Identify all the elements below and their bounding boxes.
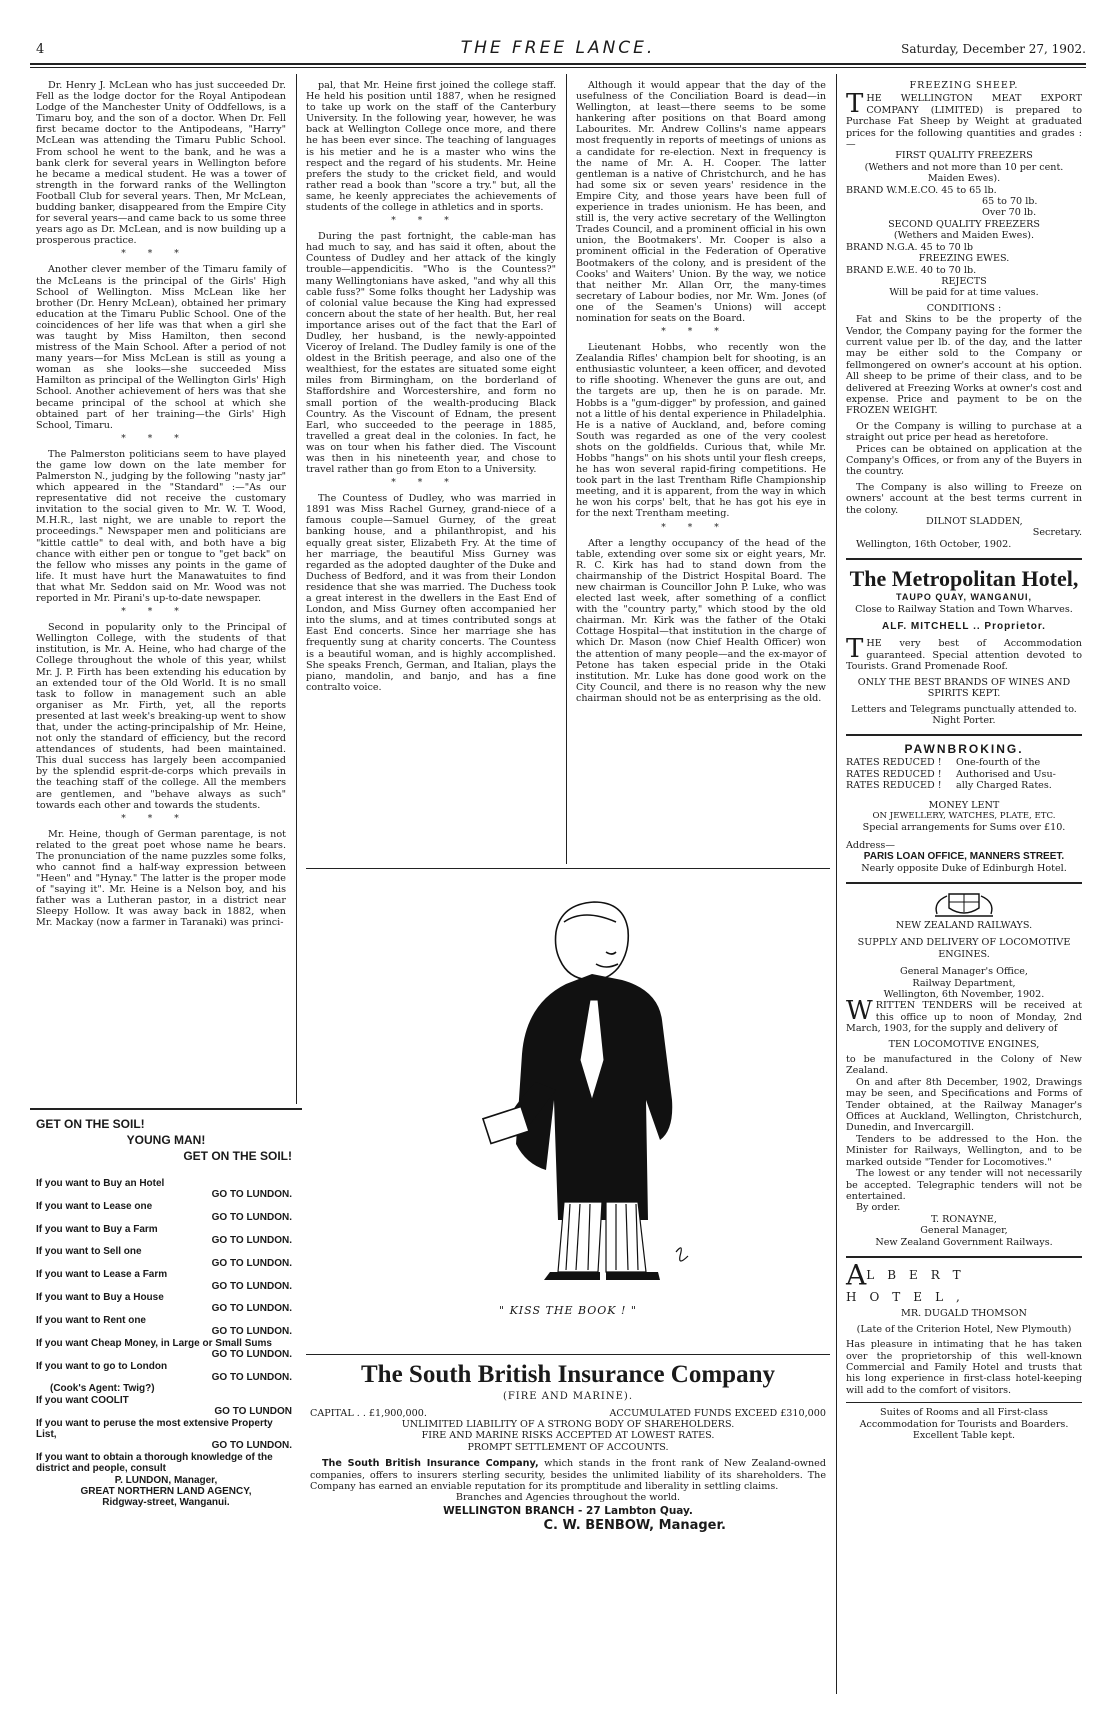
ad-top-rule: [30, 1108, 302, 1110]
paragraph-heine-continued: pal, that Mr. Heine first joined the college staff. He held his position until 1887, when he resigned to take up work on the staff of the Canterbury University. In the following year, however, he was back at Wellington College once more, and there he has been ever since. The teaching of languages is his metier and he is a master who wins the respect and the regard of his students. Mr. Heine prefers the study to the cricket field, and would rather read a book than "score a try." but, all the same, he keenly appreciates the achievements of students of the college in athletics and in sports.: [306, 80, 556, 214]
lundon-land-agency-ad: [36, 1116, 296, 1509]
masthead-title: THE FREE LANCE.: [460, 38, 656, 58]
rail-gov: New Zealand Government Railways.: [875, 1236, 1053, 1248]
rail-body-4: Tenders to be addressed to the Hon. the Minister for Railways, Wellington, and to be marked outside "Tender for Locomotives.": [846, 1133, 1082, 1168]
soil-peruse: If you want to peruse the most extensive Property List,: [36, 1417, 273, 1440]
paragraph-hospital: After a lengthy occupancy of the head of the table, extending over some six or eight years, Mr. R. C. Kirk has had to stand down from the chairmanship of the District Hospital Board. The new chairman is Councillor John P. Luke, who was elected last week, after something of a conflict with the "country party," which stood by the old chairman. Mr. Kirk was the father of the Otaki Cottage Hospital—that institution in the charge of which Dr. Mason (now Chief Health Officer) won the attention of many people—and the ex-mayor of Petone has taken especial pride in the Otaki institution. Mr. Luke has done good work on the City Council, and there is no reason why the new chairman should not be as enterprising as the old.: [576, 537, 826, 704]
sheep-signature: DILNOT SLADDEN,: [926, 516, 1023, 528]
soil-coolit-go: GO TO LUNDON: [214, 1406, 292, 1418]
hotel-address: TAUPO QUAY, WANGANUI,: [895, 592, 1032, 603]
pawn-address: Address—: [846, 839, 895, 851]
soil-obtain: If you want to obtain a thorough knowledge of the district and people, consult: [36, 1451, 273, 1475]
ad-separator: [846, 882, 1082, 884]
insurance-capital-row: [310, 1408, 826, 1419]
pawn-special: Special arrangements for Sums over £10.: [862, 822, 1066, 834]
list-item: If you want to Sell one GO TO LUNDON.: [36, 1246, 292, 1269]
list-item: If you want to Lease a Farm GO TO LUNDON.: [36, 1269, 292, 1292]
rail-body: RITTEN TENDERS will be received at this office up to noon of Monday, 2nd March, 1903, for the supply and delivery of: [846, 1000, 1082, 1035]
insurance-top-rule: [306, 1354, 830, 1355]
sheep-rejects-note: Will be paid for at time values.: [889, 287, 1039, 299]
cartoon: [306, 872, 830, 1342]
hotel-proprietor: ALF. MITCHELL .. Proprietor.: [882, 621, 1046, 633]
soil-list: [36, 1178, 296, 1383]
soil-coolit: If you want COOLIT: [36, 1394, 129, 1406]
rail-heading: NEW ZEALAND RAILWAYS.: [895, 919, 1033, 931]
paragraph-palmerston: The Palmerston politicians seem to have played the game low down on the late member for Palmerston N., judging by the following "nasty jar" which appeared in the "Standard" :—"As our representative did not receive the customary invitation to the social given to Mr. W. T. Wood, M.H.R., last night, we are unable to report the proceedings." Newspaper men and politicians are "kittle cattle" to deal with, and both have a big chance with either pen or tongue to "get back" on the fellow who misses any points in the game of life. It must have hurt the Manawatuites to find that what Mr. Seddon said on Mr. Wood was not reported in Mr. Pirani's up-to-date newspaper.: [36, 448, 286, 605]
soil-manager: P. LUNDON, Manager,: [114, 1474, 218, 1486]
sheep-quality-1-note: (Wethers and not more than 10 per cent. Maiden Ewes).: [864, 161, 1064, 185]
albert-table: Excellent Table kept.: [912, 1430, 1016, 1442]
albert-dropcap: A: [846, 1258, 867, 1292]
rail-signature: T. RONAYNE,: [931, 1213, 997, 1225]
article-column-1: [36, 80, 286, 931]
rail-supply: SUPPLY AND DELIVERY OF LOCOMOTIVE ENGINES.: [857, 937, 1071, 960]
sheep-rejects: REJECTS: [941, 275, 987, 287]
albert-suites: Suites of Rooms and all First-class Accommodation for Tourists and Boarders.: [859, 1407, 1069, 1430]
column-rule: [836, 74, 837, 1694]
albert-title: LBERT HOTEL,: [846, 1267, 974, 1305]
issue-date: Saturday, December 27, 1902.: [901, 42, 1086, 56]
pawn-office: PARIS LOAN OFFICE, MANNERS STREET.: [863, 851, 1065, 863]
soil-street: Ridgway-street, Wanganui.: [102, 1497, 230, 1509]
sheep-brand-1: BRAND W.M.E.CO. 45 to 65 lb.: [846, 184, 997, 196]
sheep-or: Or the Company is willing to purchase at a straight out price per head as heretofore.: [846, 420, 1082, 444]
section-divider: ***: [121, 433, 201, 444]
hotel-title: The Metropolitan Hotel,: [849, 566, 1079, 592]
rail-order: By order.: [856, 1202, 901, 1214]
pawn-near: Nearly opposite Duke of Edinburgh Hotel.: [861, 862, 1067, 874]
header-rule: [30, 63, 1086, 65]
sheep-dropcap: T: [846, 89, 864, 120]
sheep-intro: HE WELLINGTON MEAT EXPORT COMPANY (LIMITED) is prepared to Purchase Fat Sheep by Weight at graduated prices for the following quantities and grades :—: [846, 93, 1082, 151]
albert-body: Has pleasure in intimating that he has taken over the proprietorship of this well-known Commercial and Family Hotel and trusts that his long experience in first-class hotel-keeping will add to the comfort of visitors.: [846, 1339, 1082, 1396]
column-rule: [296, 74, 297, 1104]
right-ads-column: [846, 80, 1082, 1442]
header-rule-thin: [30, 67, 1086, 68]
paragraph-countess-marriage: The Countess of Dudley, who was married in 1891 was Miss Rachel Gurney, grand-niece of a famous couple—Samuel Gurney, of the great banking house, and a philanthropist, and his equally great sister, Elizabeth Fry. At the time of her marriage, the beautiful Miss Gurney was regarded as the adopted daughter of the Duke and Duchess of Bedford, and it was from their London residence that she was married. The Duchess took a great interest in the dwellers in the East End of London, and Miss Gurney often accompanied her into the slums, and at times contributed songs at East End concerts. Since her marriage she has frequently sung at charity concerts. The Countess is a beautiful woman, and is highly accomplished. She speaks French, German, and Italian, plays the piano, mandolin, and banjo, and has a fine contralto voice.: [306, 493, 556, 693]
section-divider: ***: [121, 813, 201, 824]
hotel-close: Close to Railway Station and Town Wharves.: [855, 603, 1073, 615]
column-rule: [566, 74, 567, 864]
ad-separator: [846, 734, 1082, 736]
insurance-subtitle: (FIRE AND MARINE).: [502, 1391, 634, 1402]
insurance-line-2: UNLIMITED LIABILITY OF A STRONG BODY OF SHAREHOLDERS.: [401, 1419, 735, 1430]
paragraph-hobbs: Lieutenant Hobbs, who recently won the Zealandia Rifles' champion belt for shooting, is an enthusiastic volunteer, a keen officer, and devoted to rifle shooting. Whenever the guns are out, and the targets are up, then he is on parade. Mr. Hobbs is a "gum-digger" by profession, and gained not a little of his dental experience in Philadelphia. He is a native of Auckland, and, before coming South was regarded as one of the very coolest shots on the goldfields. Curious that, while Mr. Hobbs "hangs" on his shots until your flesh creeps, he has won several rapid-firing competitions. He took part in the last Trentham Rifle Championship meeting, and it is apparent, from the way in which he won his corps' belt, that he has got his eye in for the next Trentham meeting.: [576, 342, 826, 520]
rail-dept: Railway Department,: [912, 977, 1016, 989]
insurance-body: The South British Insurance Company, which stands in the front rank of New Zealand-owned companies, offers to insurers sterling security, besides the unlimited liability of its shareholders. The Company has earned an enviable reputation for its promptitude and liberality in settling claims.: [310, 1458, 826, 1493]
soil-headline-3: GET ON THE SOIL!: [183, 1149, 292, 1163]
cartoon-top-rule: [306, 868, 830, 869]
sheep-also: The Company is also willing to Freeze on owners' account at the best terms current in the colony.: [846, 481, 1082, 516]
insurance-line-4: PROMPT SETTLEMENT OF ACCOUNTS.: [467, 1441, 669, 1453]
metropolitan-hotel-ad: [846, 566, 1082, 726]
list-item: If you want Cheap Money, in Large or Small Sums GO TO LUNDON.: [36, 1337, 292, 1361]
paragraph-heine: Second in popularity only to the Principal of Wellington College, with the students of that institution, is Mr. A. Heine, who had charge of the College throughout the whole of this year, whilst Mr. J. P. Firth has been extending his education by an extended tour of the Old World. It is no small task to follow in management such an able organiser as Mr. Firth, yet, all the reports presented at last week's breaking-up went to show that, under the acting-principalship of Mr. Heine, not only the standard of efficiency, but the record attendances of students, had been maintained. This dual success has largely been accompanied by the splendid esprit-de-corps which prevails in the teaching staff of the college. All the members are gentlemen, and "behave always as such" towards each other and towards the students.: [36, 622, 286, 811]
freezing-sheep-ad: [846, 80, 1082, 550]
albert-late: (Late of the Criterion Hotel, New Plymouth): [856, 1323, 1072, 1335]
insurance-branch: WELLINGTON BRANCH - 27 Lambton Quay.: [443, 1504, 693, 1517]
rail-office: General Manager's Office,: [900, 966, 1028, 978]
pawnbroking-ad: [846, 742, 1082, 874]
soil-headline-2: YOUNG MAN!: [126, 1133, 206, 1147]
insurance-line-3: FIRE AND MARINE RISKS ACCEPTED AT LOWEST RATES.: [421, 1430, 715, 1442]
paragraph-mclean: Dr. Henry J. McLean who has just succeeded Dr. Fell as the lodge doctor for the Royal Antipodean Lodge of the Manchester Unity of Oddfellows, is a Timaru boy, and the son of a doctor. When Dr. Fell first became doctor to the Antipodeans, "Harry" McLean was attending the Timaru Public School. From school he went to the bank, and he was a bank clerk for several years in Wellington before he became a medical student. He was a tower of strength in the forward ranks of the Wellington Football Club for several years. Then, Mr McLean, budding banker, disappeared from the Empire City for several years—and came back to us some three years ago as Dr. McLean, and is now building up a prosperous practice.: [36, 80, 286, 247]
sheep-quality-3: FREEZING EWES.: [918, 253, 1010, 265]
page-number: 4: [36, 42, 45, 57]
paragraph-conciliation: Although it would appear that the day of the usefulness of the Conciliation Board is dead—in Wellington, at least—there seems to be some hankering after positions on that Board among Labourites. Mr. Andrew Collins's name appears most frequently in reports of meetings of unions as a candidate for re-election. Next in frequency is the name of Mr. A. H. Cooper. The latter gentleman is a native of Christchurch, and he has had some six or seven years' residence in the Empire City, and those years have been full of experience in trades unionism. He has been, and still is, the very active secretary of the Wellington Trades Council, and a prominent official in his own union, the Bootmakers'. Mr. Cooper is also a prominent official in the Federation of Operative Bootmakers of the colony, and is president of the Cooks' and Waiters' Union. By the way, we notice that neither Mr. Allan Orr, the many-times secretary of Labour bodies, nor Mr. Wm. Jones (of one of the Seamen's Unions) will accept nomination for seats on the Board.: [576, 80, 826, 324]
rail-dropcap: W: [846, 996, 873, 1027]
rail-ten: TEN LOCOMOTIVE ENGINES,: [888, 1038, 1040, 1050]
pawn-money: MONEY LENT: [928, 799, 1000, 811]
article-column-3: [576, 80, 826, 706]
paragraph-girls-high: Another clever member of the Timaru family of the McLeans is the principal of the Girls' High School of Wellington. Miss McLean like her brother (Dr. Henry McLean), obtained her primary education at the Timaru Public School. One of the coincidences of her life was that when a girl she was taught by Miss Hamilton, then second mistress of the Main School. After a period of not many years—for Miss McLean is still as young a woman as she looks—she succeeded Miss Hamilton as principal of the Wellington Girls' High School. Another achievement of hers was that she became principal of the school at which she obtained part of her training—the Girls' High School, Timaru.: [36, 264, 286, 431]
sheep-quality-2: SECOND QUALITY FREEZERS: [888, 218, 1040, 230]
soil-agent: (Cook's Agent: Twig?): [50, 1383, 155, 1395]
sheep-conditions: CONDITIONS :: [926, 302, 1002, 314]
insurance-capital: CAPITAL . . £1,900,000.: [310, 1408, 427, 1419]
ad-separator-thin: [846, 1402, 1082, 1403]
rail-body-5: The lowest or any tender will not necessarily be accepted. Telegraphic tenders will not be entertained.: [846, 1168, 1082, 1202]
sheep-brand-3: BRAND E.W.E. 40 to 70 lb.: [846, 264, 977, 276]
list-item: If you want to Buy an Hotel GO TO LUNDON.: [36, 1178, 292, 1201]
soil-peruse-go: GO TO LUNDON.: [211, 1440, 292, 1452]
sheep-quality-1: FIRST QUALITY FREEZERS: [895, 150, 1033, 162]
list-item: If you want to Lease one GO TO LUNDON.: [36, 1200, 292, 1224]
ad-separator: [846, 558, 1082, 560]
hotel-body: HE very best of Accommodation guaranteed. Special attention devoted to Tourists. Grand Promenade Roof.: [846, 638, 1082, 673]
albert-proprietor: MR. DUGALD THOMSON: [901, 1308, 1027, 1320]
sheep-heading: FREEZING SHEEP.: [909, 80, 1019, 91]
paragraph-countess: During the past fortnight, the cable-man has had much to say, and has said it often, about the Countess of Dudley and her attack of the kingly trouble—appendicitis. "Who is the Countess?" many Wellingtonians have asked, "and why all this cable fuss?" Some folks thought her Ladyship was of colonial value because the King had expressed concern about the state of her health. But, her real importance arises out of the fact that the Earl of Dudley, her husband, is the newly-appointed Viceroy of Ireland. The Dudley family is one of the oldest in the British peerage, and also one of the wealthiest, for the estates are situated some eight miles from Birmingham, on the borderland of Staffordshire and Worcestershire, and form no small portion of the wealth-producing Black Country. As the Viscount of Ednam, the present Earl, who succeeded to the peerage in 1885, travelled a great deal in the colonies. In fact, he was on tour when his father died. The Viscount was then in his nineteenth year, and chose to travel rather than go from Eton to a University.: [306, 231, 556, 476]
rail-body-3: On and after 8th December, 1902, Drawings may be seen, and Specifications and Forms of Tender obtained, at the Railway Manager's Offices at Auckland, Wellington, Christchurch, Dunedin, and Invercargill.: [846, 1076, 1082, 1134]
coat-of-arms-icon: [846, 890, 1082, 920]
sheep-brand-2: BRAND N.G.A. 45 to 70 lb: [846, 241, 973, 253]
insurance-title: The South British Insurance Company: [361, 1361, 775, 1388]
cartoon-illustration: [306, 872, 830, 1302]
sheep-secretary: Secretary.: [1032, 527, 1082, 539]
insurance-branches: Branches and Agencies throughout the world.: [455, 1492, 681, 1504]
section-divider: ***: [121, 249, 201, 260]
albert-hotel-ad: [846, 1258, 1082, 1442]
cartoon-caption: " KISS THE BOOK ! ": [499, 1304, 637, 1317]
section-divider: ***: [391, 478, 471, 489]
list-item: If you want to Buy a House GO TO LUNDON.: [36, 1292, 292, 1315]
list-item: If you want to Buy a Farm GO TO LUNDON.: [36, 1223, 292, 1247]
sheep-prices: Prices can be obtained on application at the Company's Offices, or from any of the Buyers in the country.: [846, 443, 1082, 478]
article-column-2: [306, 80, 556, 695]
insurance-manager: C. W. BENBOW, Manager.: [543, 1517, 726, 1533]
sheep-conditions-body: Fat and Skins to be the property of the Vendor, the Company paying for the former the current value per lb. of the day, and the latter may be either sold to the Company or fellmongered on owner's account at his option. All sheep to be prime of their class, and to be delivered at Freezing Works at owner's cost and expense. Price and payment to be on the FROZEN WEIGHT.: [846, 314, 1082, 417]
section-divider: ***: [661, 522, 741, 533]
pawn-title: PAWNBROKING.: [904, 742, 1024, 757]
rail-date: Wellington, 6th November, 1902.: [883, 989, 1045, 1000]
pawn-on: ON JEWELLERY, WATCHES, PLATE, ETC.: [872, 810, 1056, 821]
soil-agency: GREAT NORTHERN LAND AGENCY,: [80, 1485, 252, 1497]
sheep-quality-2-note: (Wethers and Maiden Ewes).: [893, 230, 1035, 242]
rail-body-2: to be manufactured in the Colony of New Zealand.: [846, 1054, 1082, 1077]
hotel-letters: Letters and Telegrams punctually attended to. Night Porter.: [851, 703, 1077, 726]
sheep-brand-1b: 65 to 70 lb.: [982, 196, 1038, 208]
soil-headline-1: GET ON THE SOIL!: [36, 1117, 145, 1131]
page-header: [30, 38, 1086, 62]
ad-separator: [846, 1256, 1082, 1258]
nz-railways-ad: [846, 890, 1082, 1248]
list-item: If you want to Rent one GO TO LUNDON.: [36, 1314, 292, 1338]
section-divider: ***: [391, 216, 471, 227]
hotel-only: ONLY THE BEST BRANDS OF WINES AND SPIRITS KEPT.: [857, 676, 1071, 700]
sheep-brand-1c: Over 70 lb.: [982, 207, 1037, 219]
insurance-funds: ACCUMULATED FUNDS EXCEED £310,000: [609, 1408, 826, 1419]
section-divider: ***: [661, 327, 741, 338]
sheep-date: Wellington, 16th October, 1902.: [856, 538, 1012, 550]
paragraph-heine-parentage: Mr. Heine, though of German parentage, is not related to the great poet whose name he bears. The pronunciation of the name puzzles some folks, who cannot find a half-way expression between "Heen" and "Hynay." The latter is the proper mode of "saying it". Mr. Heine is a Nelson boy, and his father was a Lutheran pastor, in a district near Sleepy Hollow. It was away back in 1882, when Mr. Mackay (now a farmer in Taranaki) was princi-: [36, 828, 286, 929]
rail-gm: General Manager,: [920, 1225, 1008, 1237]
south-british-insurance-ad: [310, 1360, 826, 1534]
section-divider: ***: [121, 607, 201, 618]
pawn-rates: RATES REDUCED ! One-fourth of the RATES REDUCED ! Authorised and Usu- RATES REDUCED ! ally Charged Rates.: [846, 757, 1056, 792]
hotel-dropcap: T: [846, 634, 864, 665]
list-item: If you want to go to London GO TO LUNDON.: [36, 1360, 292, 1383]
